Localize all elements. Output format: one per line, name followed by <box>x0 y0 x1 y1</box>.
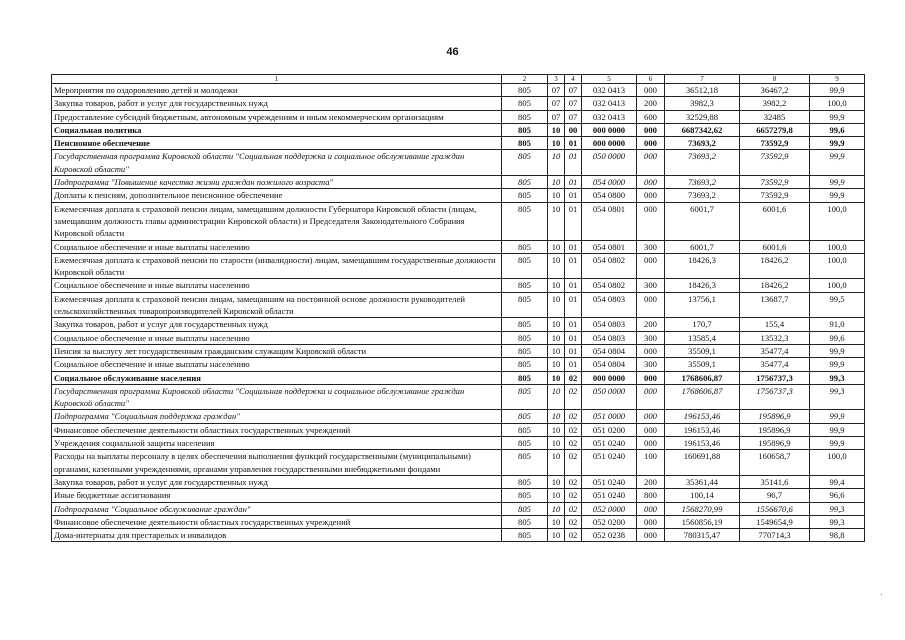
section-cell: 10 <box>548 423 565 436</box>
target-article-cell: 054 0800 <box>582 189 637 202</box>
expense-type-cell: 300 <box>637 279 665 292</box>
section-cell: 10 <box>548 123 565 136</box>
subsection-cell: 02 <box>565 410 582 423</box>
table-row <box>52 423 865 436</box>
executed-amount-cell: 195896,9 <box>740 437 810 450</box>
target-article-cell: 051 0200 <box>582 423 637 436</box>
admin-code-cell: 805 <box>502 502 548 515</box>
percent-cell: 99,3 <box>810 515 865 528</box>
executed-amount-cell: 195896,9 <box>740 410 810 423</box>
target-article-cell: 051 0240 <box>582 475 637 488</box>
planned-amount-cell: 100,14 <box>665 489 740 502</box>
section-cell: 07 <box>548 84 565 97</box>
table-row <box>52 97 865 110</box>
expense-type-cell: 000 <box>637 371 665 384</box>
item-name-cell: Пенсия за выслугу лет государственным гражданским служащим Кировской области <box>52 344 502 357</box>
percent-cell: 91,0 <box>810 318 865 331</box>
planned-amount-cell: 1568270,99 <box>665 502 740 515</box>
expense-type-cell: 200 <box>637 97 665 110</box>
percent-cell: 99,9 <box>810 437 865 450</box>
admin-code-cell: 805 <box>502 137 548 150</box>
table-row <box>52 344 865 357</box>
executed-amount-cell: 160658,7 <box>740 450 810 476</box>
planned-amount-cell: 196153,46 <box>665 437 740 450</box>
item-name-cell: Закупка товаров, работ и услуг для государственных нужд <box>52 318 502 331</box>
expense-type-cell: 000 <box>637 437 665 450</box>
item-name-cell: Ежемесячная доплата к страховой пенсии лицам, замещавшим на постоянной основе должности руководителей сельскохозяйственных товаропроизводителей Кировской области <box>52 292 502 318</box>
percent-cell: 99,9 <box>810 358 865 371</box>
item-name-cell: Мероприятия по оздоровлению детей и молодежи <box>52 84 502 97</box>
item-name-cell: Ежемесячная доплата к страховой пенсии лицам, замещавшим должности Губернатора Кировской области (лицам, замещавшим должность главы администрации Кировской области) и Председателя Законодательного Собрания Кировской области <box>52 202 502 240</box>
table-row <box>52 475 865 488</box>
subsection-cell: 02 <box>565 529 582 542</box>
percent-cell: 99,3 <box>810 384 865 410</box>
table-body <box>52 75 865 542</box>
expense-type-cell: 200 <box>637 475 665 488</box>
admin-code-cell: 805 <box>502 202 548 240</box>
executed-amount-cell: 35141,6 <box>740 475 810 488</box>
expense-type-cell: 000 <box>637 292 665 318</box>
planned-amount-cell: 73693,2 <box>665 137 740 150</box>
section-cell: 10 <box>548 344 565 357</box>
header-cell: 5 <box>582 75 637 84</box>
section-cell: 10 <box>548 292 565 318</box>
section-cell: 10 <box>548 489 565 502</box>
executed-amount-cell: 1756737,3 <box>740 371 810 384</box>
executed-amount-cell: 1556670,6 <box>740 502 810 515</box>
target-article-cell: 032 0413 <box>582 110 637 123</box>
admin-code-cell: 805 <box>502 84 548 97</box>
subsection-cell: 02 <box>565 489 582 502</box>
expense-type-cell: 000 <box>637 529 665 542</box>
section-cell: 10 <box>548 358 565 371</box>
admin-code-cell: 805 <box>502 515 548 528</box>
item-name-cell: Иные бюджетные ассигнования <box>52 489 502 502</box>
section-cell: 10 <box>548 150 565 176</box>
admin-code-cell: 805 <box>502 371 548 384</box>
table-row <box>52 123 865 136</box>
planned-amount-cell: 73693,2 <box>665 189 740 202</box>
executed-amount-cell: 35477,4 <box>740 358 810 371</box>
expense-type-cell: 000 <box>637 410 665 423</box>
subsection-cell: 02 <box>565 384 582 410</box>
planned-amount-cell: 13756,1 <box>665 292 740 318</box>
admin-code-cell: 805 <box>502 253 548 279</box>
percent-cell: 99,4 <box>810 475 865 488</box>
planned-amount-cell: 780315,47 <box>665 529 740 542</box>
admin-code-cell: 805 <box>502 529 548 542</box>
percent-cell: 99,3 <box>810 371 865 384</box>
admin-code-cell: 805 <box>502 384 548 410</box>
subsection-cell: 01 <box>565 344 582 357</box>
executed-amount-cell: 6001,6 <box>740 202 810 240</box>
planned-amount-cell: 35509,1 <box>665 344 740 357</box>
expense-type-cell: 000 <box>637 123 665 136</box>
target-article-cell: 054 0802 <box>582 279 637 292</box>
percent-cell: 100,0 <box>810 97 865 110</box>
subsection-cell: 07 <box>565 110 582 123</box>
expense-type-cell: 000 <box>637 515 665 528</box>
admin-code-cell: 805 <box>502 176 548 189</box>
target-article-cell: 054 0804 <box>582 344 637 357</box>
item-name-cell: Подпрограмма "Социальная поддержка граждан" <box>52 410 502 423</box>
target-article-cell: 000 0000 <box>582 123 637 136</box>
admin-code-cell: 805 <box>502 240 548 253</box>
table-row <box>52 450 865 476</box>
executed-amount-cell: 73592,9 <box>740 189 810 202</box>
executed-amount-cell: 32485 <box>740 110 810 123</box>
planned-amount-cell: 1560856,19 <box>665 515 740 528</box>
expense-type-cell: 000 <box>637 423 665 436</box>
expense-type-cell: 000 <box>637 150 665 176</box>
item-name-cell: Дома-интернаты для престарелых и инвалидов <box>52 529 502 542</box>
percent-cell: 100,0 <box>810 240 865 253</box>
admin-code-cell: 805 <box>502 344 548 357</box>
executed-amount-cell: 18426,2 <box>740 253 810 279</box>
header-cell: 6 <box>637 75 665 84</box>
expense-type-cell: 000 <box>637 253 665 279</box>
planned-amount-cell: 73693,2 <box>665 176 740 189</box>
subsection-cell: 02 <box>565 515 582 528</box>
percent-cell: 100,0 <box>810 253 865 279</box>
table-row <box>52 240 865 253</box>
table-row <box>52 529 865 542</box>
percent-cell: 99,9 <box>810 84 865 97</box>
admin-code-cell: 805 <box>502 110 548 123</box>
item-name-cell: Пенсионное обеспечение <box>52 137 502 150</box>
section-cell: 10 <box>548 437 565 450</box>
planned-amount-cell: 196153,46 <box>665 410 740 423</box>
table-row <box>52 176 865 189</box>
subsection-cell: 01 <box>565 318 582 331</box>
subsection-cell: 02 <box>565 423 582 436</box>
item-name-cell: Подпрограмма "Повышение качества жизни граждан пожилого возраста" <box>52 176 502 189</box>
planned-amount-cell: 13585,4 <box>665 331 740 344</box>
table-row <box>52 189 865 202</box>
admin-code-cell: 805 <box>502 123 548 136</box>
section-cell: 10 <box>548 202 565 240</box>
executed-amount-cell: 3982,2 <box>740 97 810 110</box>
item-name-cell: Финансовое обеспечение деятельности областных государственных учреждений <box>52 423 502 436</box>
target-article-cell: 051 0240 <box>582 450 637 476</box>
item-name-cell: Государственная программа Кировской области "Социальная поддержка и социальное обслуживание граждан Кировской области" <box>52 384 502 410</box>
percent-cell: 99,6 <box>810 123 865 136</box>
header-cell: 4 <box>565 75 582 84</box>
table-row <box>52 253 865 279</box>
executed-amount-cell: 13687,7 <box>740 292 810 318</box>
item-name-cell: Социальное обеспечение и иные выплаты населению <box>52 358 502 371</box>
planned-amount-cell: 36512,18 <box>665 84 740 97</box>
table-row <box>52 110 865 123</box>
admin-code-cell: 805 <box>502 279 548 292</box>
header-cell: 9 <box>810 75 865 84</box>
target-article-cell: 054 0000 <box>582 176 637 189</box>
expense-type-cell: 600 <box>637 110 665 123</box>
header-cell: 1 <box>52 75 502 84</box>
executed-amount-cell: 1549654,9 <box>740 515 810 528</box>
target-article-cell: 054 0802 <box>582 253 637 279</box>
planned-amount-cell: 1768606,87 <box>665 384 740 410</box>
item-name-cell: Социальная политика <box>52 123 502 136</box>
subsection-cell: 07 <box>565 97 582 110</box>
percent-cell: 99,5 <box>810 292 865 318</box>
table-row <box>52 150 865 176</box>
budget-table <box>51 74 865 542</box>
executed-amount-cell: 73592,9 <box>740 137 810 150</box>
expense-type-cell: 100 <box>637 450 665 476</box>
expense-type-cell: 800 <box>637 489 665 502</box>
planned-amount-cell: 6001,7 <box>665 240 740 253</box>
percent-cell: 99,6 <box>810 331 865 344</box>
target-article-cell: 054 0801 <box>582 202 637 240</box>
subsection-cell: 01 <box>565 150 582 176</box>
target-article-cell: 032 0413 <box>582 84 637 97</box>
executed-amount-cell: 18426,2 <box>740 279 810 292</box>
section-cell: 10 <box>548 189 565 202</box>
expense-type-cell: 000 <box>637 137 665 150</box>
percent-cell: 99,3 <box>810 502 865 515</box>
table-row <box>52 489 865 502</box>
planned-amount-cell: 170,7 <box>665 318 740 331</box>
subsection-cell: 01 <box>565 279 582 292</box>
expense-type-cell: 300 <box>637 358 665 371</box>
section-cell: 10 <box>548 475 565 488</box>
section-cell: 10 <box>548 515 565 528</box>
percent-cell: 99,9 <box>810 110 865 123</box>
executed-amount-cell: 36467,2 <box>740 84 810 97</box>
planned-amount-cell: 1768606,87 <box>665 371 740 384</box>
target-article-cell: 000 0000 <box>582 137 637 150</box>
subsection-cell: 01 <box>565 253 582 279</box>
percent-cell: 99,9 <box>810 176 865 189</box>
planned-amount-cell: 73693,2 <box>665 150 740 176</box>
target-article-cell: 052 0000 <box>582 502 637 515</box>
expense-type-cell: 000 <box>637 384 665 410</box>
target-article-cell: 054 0804 <box>582 358 637 371</box>
percent-cell: 99,9 <box>810 137 865 150</box>
item-name-cell: Ежемесячная доплата к страховой пенсии по старости (инвалидности) лицам, замещавшим государственные должности Кировской области <box>52 253 502 279</box>
percent-cell: 100,0 <box>810 279 865 292</box>
item-name-cell: Закупка товаров, работ и услуг для государственных нужд <box>52 97 502 110</box>
section-cell: 10 <box>548 240 565 253</box>
subsection-cell: 01 <box>565 358 582 371</box>
item-name-cell: Доплаты к пенсиям, дополнительное пенсионное обеспечение <box>52 189 502 202</box>
target-article-cell: 050 0000 <box>582 384 637 410</box>
planned-amount-cell: 3982,3 <box>665 97 740 110</box>
admin-code-cell: 805 <box>502 423 548 436</box>
page-number: 46 <box>446 46 459 58</box>
expense-type-cell: 000 <box>637 502 665 515</box>
planned-amount-cell: 160691,88 <box>665 450 740 476</box>
section-cell: 10 <box>548 279 565 292</box>
section-cell: 10 <box>548 529 565 542</box>
planned-amount-cell: 18426,3 <box>665 279 740 292</box>
expense-type-cell: 200 <box>637 318 665 331</box>
section-cell: 10 <box>548 137 565 150</box>
item-name-cell: Подпрограмма "Социальное обслуживание граждан" <box>52 502 502 515</box>
admin-code-cell: 805 <box>502 475 548 488</box>
target-article-cell: 052 0200 <box>582 515 637 528</box>
subsection-cell: 02 <box>565 437 582 450</box>
table-row <box>52 515 865 528</box>
admin-code-cell: 805 <box>502 358 548 371</box>
planned-amount-cell: 35509,1 <box>665 358 740 371</box>
subsection-cell: 07 <box>565 84 582 97</box>
target-article-cell: 052 0238 <box>582 529 637 542</box>
executed-amount-cell: 13532,3 <box>740 331 810 344</box>
subsection-cell: 02 <box>565 475 582 488</box>
admin-code-cell: 805 <box>502 450 548 476</box>
table-row <box>52 292 865 318</box>
header-cell: 7 <box>665 75 740 84</box>
subsection-cell: 01 <box>565 176 582 189</box>
admin-code-cell: 805 <box>502 150 548 176</box>
percent-cell: 100,0 <box>810 450 865 476</box>
planned-amount-cell: 32529,88 <box>665 110 740 123</box>
header-cell: 3 <box>548 75 565 84</box>
executed-amount-cell: 6657279,8 <box>740 123 810 136</box>
executed-amount-cell: 6001,6 <box>740 240 810 253</box>
subsection-cell: 01 <box>565 292 582 318</box>
table-row <box>52 318 865 331</box>
percent-cell: 99,9 <box>810 150 865 176</box>
table-row <box>52 84 865 97</box>
admin-code-cell: 805 <box>502 97 548 110</box>
target-article-cell: 000 0000 <box>582 371 637 384</box>
item-name-cell: Социальное обеспечение и иные выплаты населению <box>52 331 502 344</box>
admin-code-cell: 805 <box>502 489 548 502</box>
percent-cell: 100,0 <box>810 202 865 240</box>
section-cell: 10 <box>548 410 565 423</box>
item-name-cell: Социальное обслуживание населения <box>52 371 502 384</box>
target-article-cell: 054 0801 <box>582 240 637 253</box>
subsection-cell: 02 <box>565 502 582 515</box>
margin-mark: · <box>880 590 883 599</box>
percent-cell: 96,6 <box>810 489 865 502</box>
section-cell: 10 <box>548 502 565 515</box>
subsection-cell: 01 <box>565 189 582 202</box>
planned-amount-cell: 196153,46 <box>665 423 740 436</box>
target-article-cell: 051 0240 <box>582 489 637 502</box>
table-row <box>52 502 865 515</box>
percent-cell: 99,9 <box>810 344 865 357</box>
target-article-cell: 050 0000 <box>582 150 637 176</box>
item-name-cell: Социальное обеспечение и иные выплаты населению <box>52 240 502 253</box>
table-row <box>52 331 865 344</box>
table-row <box>52 371 865 384</box>
planned-amount-cell: 18426,3 <box>665 253 740 279</box>
admin-code-cell: 805 <box>502 292 548 318</box>
admin-code-cell: 805 <box>502 331 548 344</box>
table-row <box>52 410 865 423</box>
percent-cell: 99,9 <box>810 423 865 436</box>
section-cell: 07 <box>548 110 565 123</box>
executed-amount-cell: 195896,9 <box>740 423 810 436</box>
executed-amount-cell: 73592,9 <box>740 176 810 189</box>
subsection-cell: 01 <box>565 240 582 253</box>
admin-code-cell: 805 <box>502 410 548 423</box>
subsection-cell: 00 <box>565 123 582 136</box>
expense-type-cell: 300 <box>637 331 665 344</box>
percent-cell: 99,9 <box>810 410 865 423</box>
section-cell: 10 <box>548 450 565 476</box>
executed-amount-cell: 770714,3 <box>740 529 810 542</box>
executed-amount-cell: 1756737,3 <box>740 384 810 410</box>
item-name-cell: Расходы на выплаты персоналу в целях обеспечения выполнения функций государственными (муниципальными) органами, казенными учреждениями, органами управления государственными внебюджетными фондами <box>52 450 502 476</box>
table-row <box>52 279 865 292</box>
item-name-cell: Социальное обеспечение и иные выплаты населению <box>52 279 502 292</box>
expense-type-cell: 000 <box>637 202 665 240</box>
header-cell: 2 <box>502 75 548 84</box>
section-cell: 07 <box>548 97 565 110</box>
target-article-cell: 054 0803 <box>582 292 637 318</box>
expense-type-cell: 000 <box>637 189 665 202</box>
target-article-cell: 051 0240 <box>582 437 637 450</box>
planned-amount-cell: 6687342,62 <box>665 123 740 136</box>
section-cell: 10 <box>548 253 565 279</box>
section-cell: 10 <box>548 384 565 410</box>
admin-code-cell: 805 <box>502 189 548 202</box>
section-cell: 10 <box>548 176 565 189</box>
item-name-cell: Закупка товаров, работ и услуг для государственных нужд <box>52 475 502 488</box>
target-article-cell: 054 0803 <box>582 318 637 331</box>
target-article-cell: 054 0803 <box>582 331 637 344</box>
item-name-cell: Государственная программа Кировской области "Социальная поддержка и социальное обслуживание граждан Кировской области" <box>52 150 502 176</box>
planned-amount-cell: 6001,7 <box>665 202 740 240</box>
subsection-cell: 01 <box>565 331 582 344</box>
executed-amount-cell: 155,4 <box>740 318 810 331</box>
section-cell: 10 <box>548 331 565 344</box>
item-name-cell: Финансовое обеспечение деятельности областных государственных учреждений <box>52 515 502 528</box>
table-header-row <box>52 75 865 84</box>
subsection-cell: 02 <box>565 371 582 384</box>
subsection-cell: 02 <box>565 450 582 476</box>
item-name-cell: Предоставление субсидий бюджетным, автономным учреждениям и иным некоммерческим организациям <box>52 110 502 123</box>
percent-cell: 99,9 <box>810 189 865 202</box>
table-row <box>52 137 865 150</box>
expense-type-cell: 000 <box>637 344 665 357</box>
header-cell: 8 <box>740 75 810 84</box>
percent-cell: 98,8 <box>810 529 865 542</box>
table-row <box>52 437 865 450</box>
executed-amount-cell: 73592,9 <box>740 150 810 176</box>
table-row <box>52 384 865 410</box>
table-row <box>52 358 865 371</box>
expense-type-cell: 000 <box>637 84 665 97</box>
section-cell: 10 <box>548 318 565 331</box>
target-article-cell: 032 0413 <box>582 97 637 110</box>
target-article-cell: 051 0000 <box>582 410 637 423</box>
admin-code-cell: 805 <box>502 318 548 331</box>
expense-type-cell: 300 <box>637 240 665 253</box>
subsection-cell: 01 <box>565 202 582 240</box>
table-row <box>52 202 865 240</box>
section-cell: 10 <box>548 371 565 384</box>
executed-amount-cell: 96,7 <box>740 489 810 502</box>
admin-code-cell: 805 <box>502 437 548 450</box>
planned-amount-cell: 35361,44 <box>665 475 740 488</box>
item-name-cell: Учреждения социальной защиты населения <box>52 437 502 450</box>
subsection-cell: 01 <box>565 137 582 150</box>
expense-type-cell: 000 <box>637 176 665 189</box>
executed-amount-cell: 35477,4 <box>740 344 810 357</box>
